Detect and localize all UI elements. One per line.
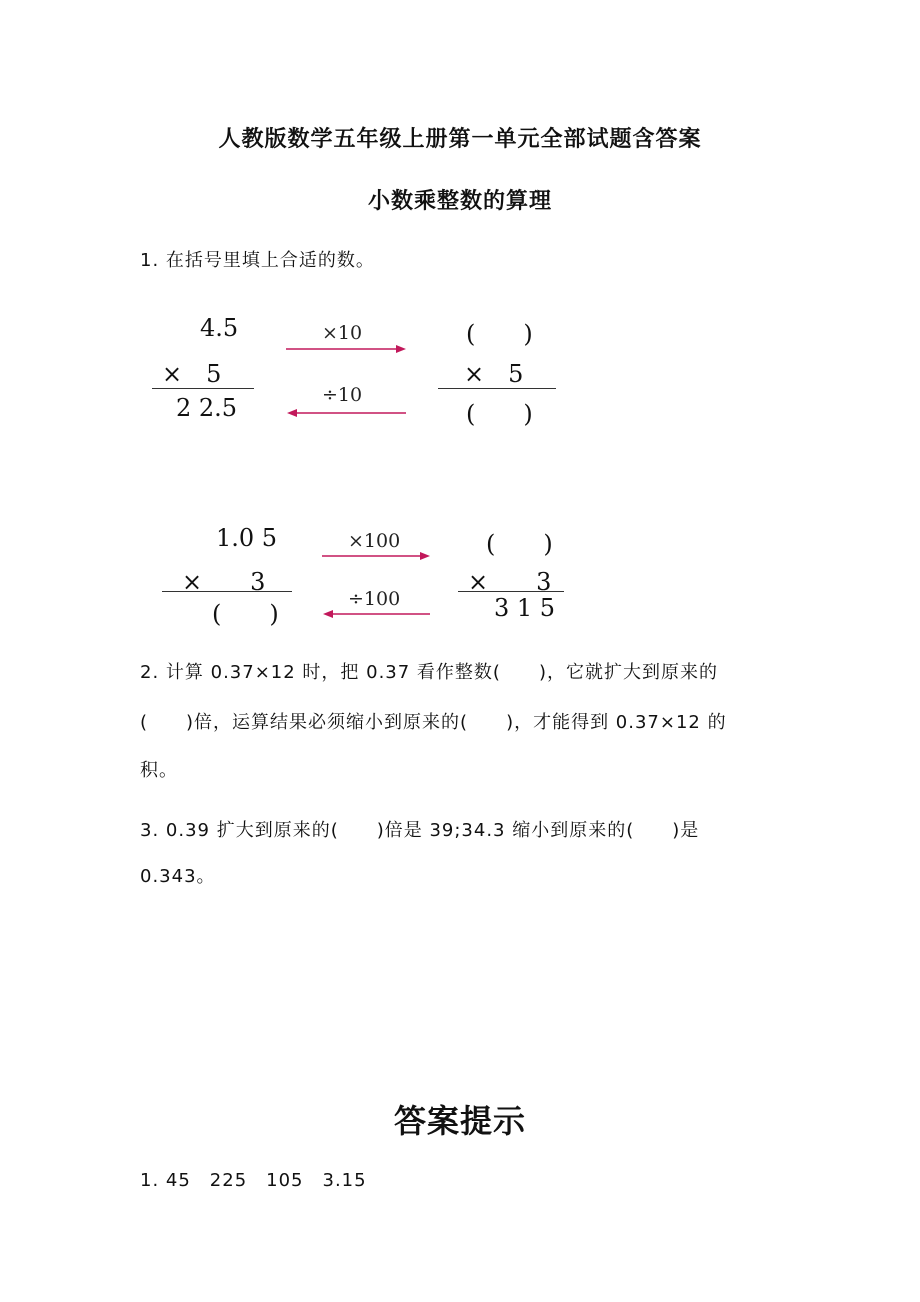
d1-arrow-right-icon — [284, 342, 410, 356]
question-2-line-2: ( )倍，运算结果必须缩小到原来的( )，才能得到 0.37×12 的 — [140, 712, 727, 733]
document-title: 人教版数学五年级上册第一单元全部试题含答案 — [218, 127, 702, 152]
d1-left-result: 2 2.5 — [176, 394, 238, 422]
d1-right-rule — [438, 388, 556, 389]
d2-right-result: 3 1 5 — [494, 594, 556, 622]
d1-left-rule — [152, 388, 254, 389]
question-2-line-3: 积。 — [140, 760, 178, 781]
d1-right-result: ( ) — [466, 400, 533, 428]
d2-left-rule — [162, 591, 292, 592]
d2-left-top: 1.0 5 — [216, 524, 278, 552]
d1-arrow-left-icon — [284, 406, 410, 420]
d1-op-forward: ×10 — [322, 322, 363, 344]
d1-op-back: ÷10 — [322, 384, 363, 406]
d2-right-rule — [458, 591, 564, 592]
d1-right-multiplier: × 5 — [464, 360, 524, 388]
section-subtitle: 小数乘整数的算理 — [367, 189, 552, 214]
question-3-line-1: 3. 0.39 扩大到原来的( )倍是 39;34.3 缩小到原来的( )是 — [140, 820, 700, 841]
d2-op-back: ÷100 — [348, 588, 401, 610]
question-2-line-1: 2. 计算 0.37×12 时，把 0.37 看作整数( )，它就扩大到原来的 — [140, 662, 718, 683]
d2-arrow-left-icon — [320, 607, 434, 621]
question-3-line-2: 0.343。 — [140, 866, 216, 887]
d1-left-top: 4.5 — [200, 314, 239, 342]
d2-arrow-right-icon — [320, 549, 434, 563]
d1-right-top: ( ) — [466, 320, 533, 348]
d2-op-forward: ×100 — [348, 530, 401, 552]
answers-heading: 答案提示 — [393, 1102, 526, 1140]
d2-left-multiplier: × 3 — [182, 568, 266, 596]
answer-1: 1. 45 225 105 3.15 — [140, 1170, 367, 1191]
d2-right-multiplier: × 3 — [468, 568, 552, 596]
question-1-label: 1. 在括号里填上合适的数。 — [140, 250, 375, 271]
d1-left-multiplier: × 5 — [162, 360, 222, 388]
d2-left-result: ( ) — [212, 600, 279, 628]
d2-right-top: ( ) — [486, 530, 553, 558]
